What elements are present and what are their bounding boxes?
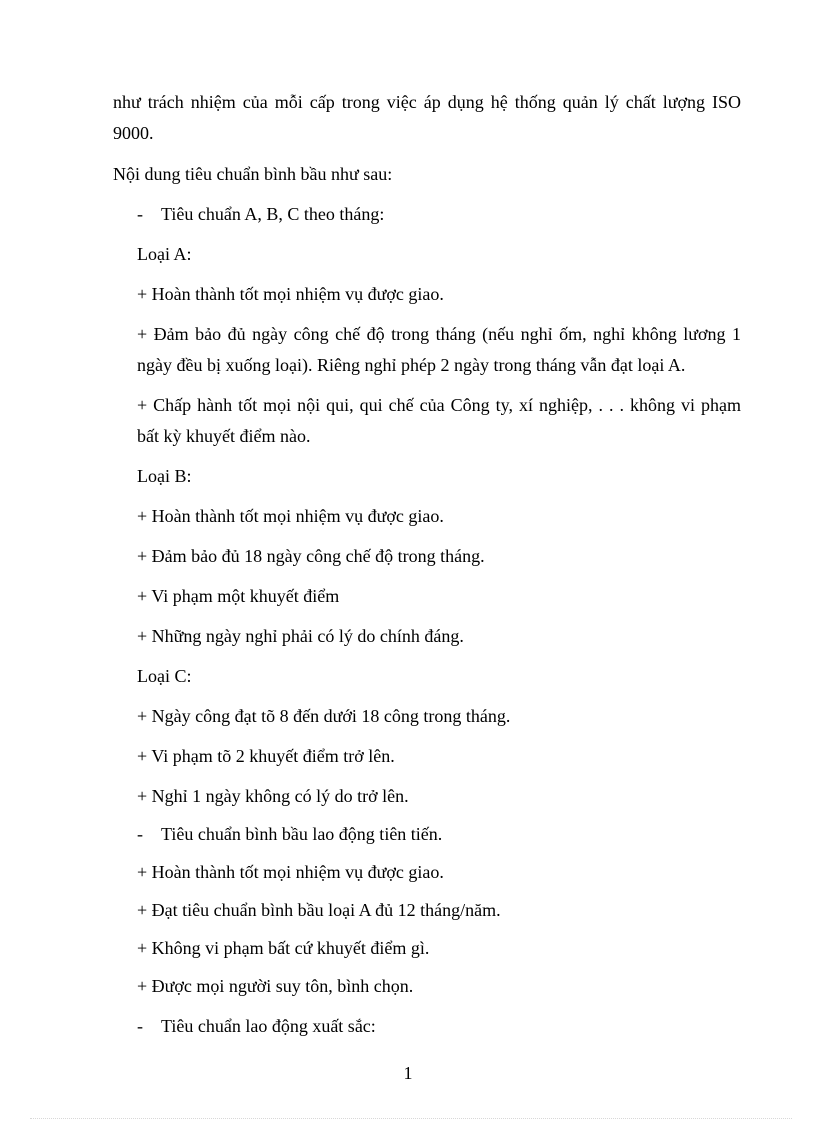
paragraph-line: + Hoàn thành tốt mọi nhiệm vụ được giao.	[137, 284, 444, 304]
bullet-item	[137, 823, 442, 845]
paragraph-line: bất kỳ khuyết điểm nào.	[137, 426, 311, 446]
page-bottom-border	[30, 1118, 792, 1119]
paragraph-line: 9000.	[113, 123, 154, 143]
paragraph-line: + Vi phạm một khuyết điểm	[137, 586, 340, 606]
paragraph-line: + Đảm bảo đủ 18 ngày công chế độ trong tháng.	[137, 546, 485, 566]
paragraph-line: + Nghỉ 1 ngày không có lý do trở lên.	[137, 786, 409, 806]
page-number: 1	[403, 1063, 413, 1083]
section-heading: Loại C:	[137, 666, 192, 686]
paragraph-line: Nội dung tiêu chuẩn bình bầu như sau:	[113, 164, 393, 184]
paragraph-line: + Chấp hành tốt mọi nội qui, qui chế của Công ty, xí nghiệp, . . . không vi phạm	[137, 395, 741, 415]
section-heading: Loại A:	[137, 244, 192, 264]
bullet-text: Tiêu chuẩn A, B, C theo tháng:	[161, 204, 385, 224]
bullet-item	[137, 203, 384, 225]
paragraph-line: như trách nhiệm của mỗi cấp trong việc áp dụng hệ thống quản lý chất lượng ISO	[113, 92, 741, 112]
paragraph-line: + Được mọi người suy tôn, bình chọn.	[137, 976, 414, 996]
paragraph-line: + Ngày công đạt tõ 8 đến dưới 18 công trong tháng.	[137, 706, 511, 726]
paragraph-line: ngày đều bị xuống loại). Riêng nghỉ phép 2 ngày trong tháng vẫn đạt loại A.	[137, 355, 686, 375]
paragraph-line: + Vi phạm tõ 2 khuyết điểm trở lên.	[137, 746, 395, 766]
paragraph-line: + Đạt tiêu chuẩn bình bầu loại A đủ 12 tháng/năm.	[137, 900, 501, 920]
bullet-text: Tiêu chuẩn bình bầu lao động tiên tiến.	[161, 824, 443, 844]
bullet-text: Tiêu chuẩn lao động xuất sắc:	[161, 1016, 376, 1036]
paragraph-line: + Những ngày nghỉ phải có lý do chính đáng.	[137, 626, 464, 646]
bullet-dash: -	[137, 1016, 143, 1036]
paragraph-line: + Hoàn thành tốt mọi nhiệm vụ được giao.	[137, 506, 444, 526]
bullet-dash: -	[137, 824, 143, 844]
section-heading: Loại B:	[137, 466, 192, 486]
bullet-dash: -	[137, 204, 143, 224]
paragraph-line: + Hoàn thành tốt mọi nhiệm vụ được giao.	[137, 862, 444, 882]
paragraph-line: + Không vi phạm bất cứ khuyết điểm gì.	[137, 938, 430, 958]
paragraph-line: + Đảm bảo đủ ngày công chế độ trong tháng (nếu nghỉ ốm, nghỉ không lương 1	[137, 324, 741, 344]
bullet-item	[137, 1015, 376, 1037]
